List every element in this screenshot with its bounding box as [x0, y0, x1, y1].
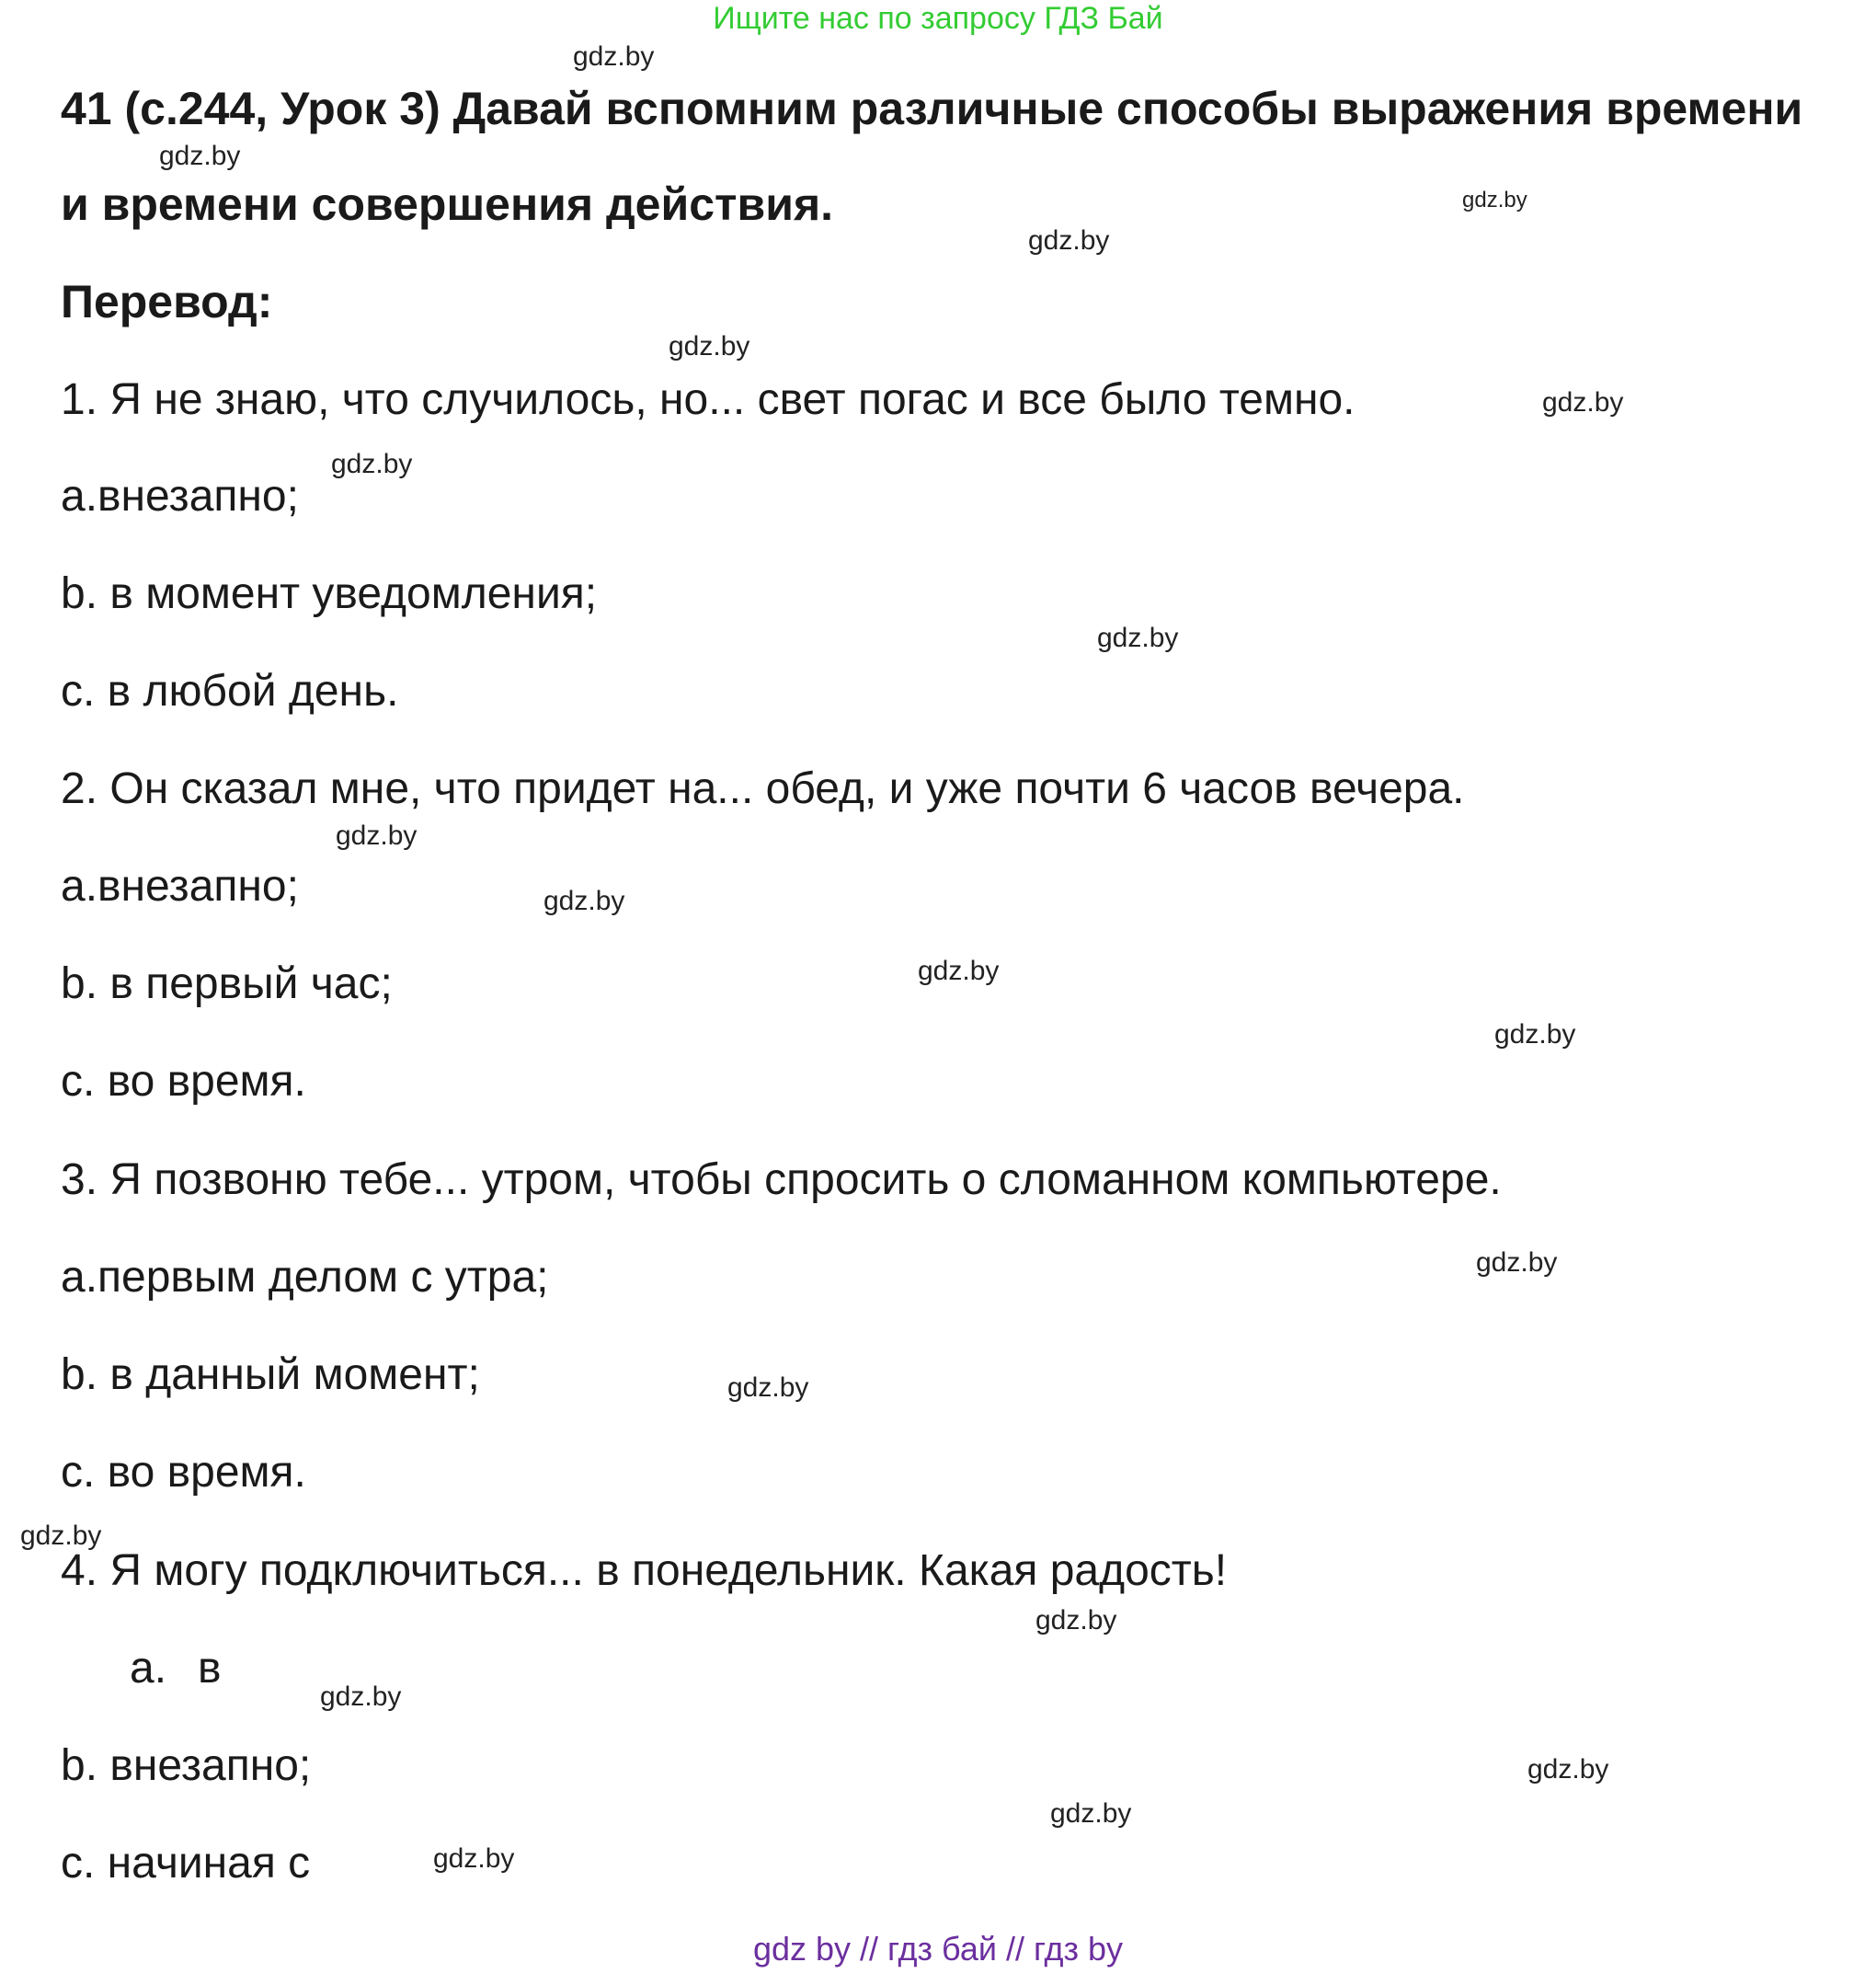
question-1-option-c: c. в любой день.	[61, 667, 399, 716]
question-2-option-b: b. в первый час;	[61, 959, 393, 1008]
question-4-option-c: c. начиная с	[61, 1839, 311, 1888]
question-4-option-a	[130, 1641, 222, 1696]
watermark: gdz.by	[1476, 1247, 1558, 1278]
question-3-option-b: b. в данный момент;	[61, 1350, 480, 1399]
watermark: gdz.by	[1028, 225, 1110, 256]
watermark: gdz.by	[543, 886, 625, 916]
question-1-option-a: a.внезапно;	[61, 472, 299, 521]
question-4-option-b: b. внезапно;	[61, 1741, 312, 1790]
watermark: gdz.by	[159, 141, 241, 171]
question-1: 1. Я не знаю, что случилось, но... свет погас и все было темно.	[61, 375, 1356, 424]
watermark: gdz.by	[1527, 1754, 1609, 1785]
question-3-option-c: c. во время.	[61, 1448, 306, 1497]
watermark: gdz.by	[1494, 1019, 1576, 1050]
translation-heading: Перевод:	[61, 276, 273, 327]
watermark: gdz.by	[727, 1372, 809, 1403]
question-4: 4. Я могу подключиться... в понедельник. Какая радость!	[61, 1546, 1228, 1595]
watermark: gdz.by	[918, 956, 1000, 986]
question-2: 2. Он сказал мне, что придет на... обед, и уже почти 6 часов вечера.	[61, 764, 1465, 813]
question-3-option-a: a.первым делом с утра;	[61, 1253, 549, 1302]
watermark: gdz.by	[1050, 1798, 1132, 1829]
watermark: gdz.by	[20, 1521, 102, 1551]
watermark: gdz.by	[1035, 1605, 1117, 1635]
watermark: gdz.by	[1542, 387, 1624, 418]
question-1-option-b: b. в момент уведомления;	[61, 569, 598, 618]
question-3: 3. Я позвоню тебе... утром, чтобы спросить о сломанном компьютере.	[61, 1155, 1502, 1204]
exercise-title-line-1: 41 (с.244, Урок 3) Давай вспомним различные способы выражения времени	[61, 83, 1803, 134]
exercise-title-line-2: и времени совершения действия.	[61, 178, 834, 230]
watermark: gdz.by	[573, 41, 655, 72]
watermark: gdz.by	[433, 1843, 515, 1874]
watermark: gdz.by	[336, 821, 418, 851]
watermark: gdz.by	[320, 1681, 402, 1712]
watermark: gdz.by	[1097, 623, 1179, 653]
question-2-option-c: c. во время.	[61, 1057, 306, 1106]
watermark: gdz.by	[1462, 188, 1527, 212]
option-marker: a.	[130, 1644, 167, 1693]
question-2-option-a: a.внезапно;	[61, 862, 299, 911]
option-text: в	[198, 1644, 222, 1693]
watermark: gdz.by	[669, 331, 750, 362]
header-banner: Ищите нас по запросу ГДЗ Бай	[713, 1, 1163, 36]
watermark: gdz.by	[331, 449, 413, 479]
footer-text: gdz by // гдз бай // гдз by	[752, 1930, 1124, 1968]
